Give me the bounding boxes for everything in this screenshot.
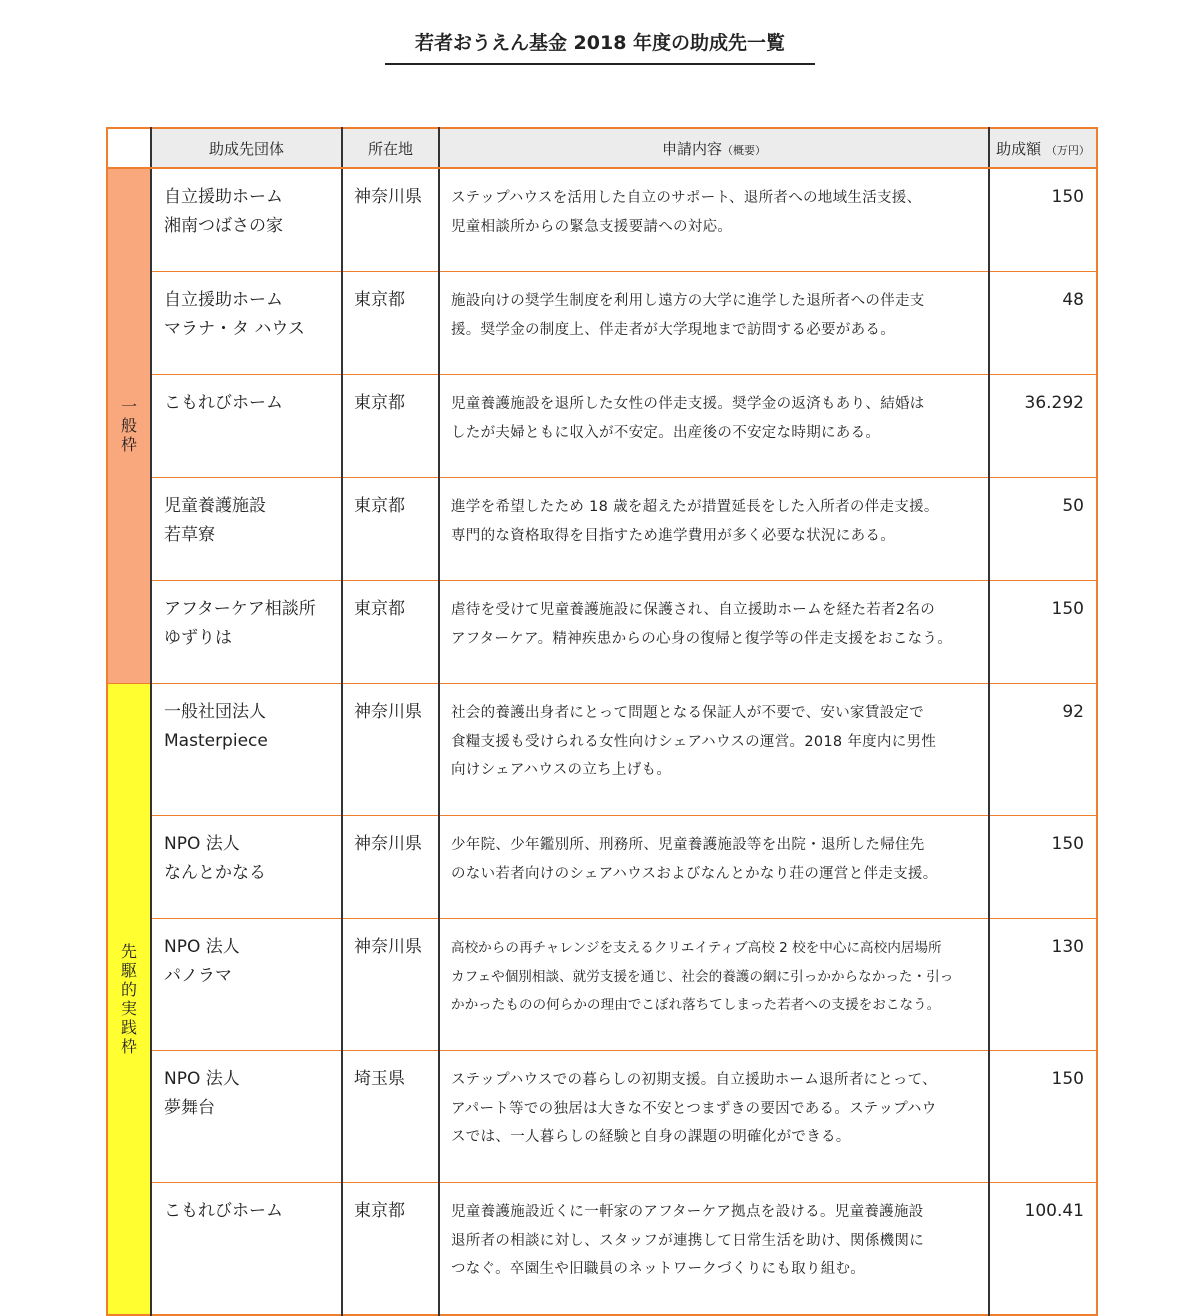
org-cell bbox=[151, 684, 342, 816]
table-row bbox=[107, 1183, 1097, 1316]
org-cell bbox=[151, 375, 342, 478]
org-cell bbox=[151, 272, 342, 375]
org-type: 自立援助ホーム bbox=[164, 290, 283, 310]
description-line: ステップハウスを活用した自立のサポート、退所者への地域生活支援、 bbox=[451, 190, 922, 206]
header-description-note: （概要） bbox=[722, 143, 766, 157]
location-cell: 東京都 bbox=[342, 478, 439, 581]
amount-cell: 150 bbox=[989, 581, 1097, 684]
header-description-label: 申請内容 bbox=[661, 139, 722, 158]
description-line: ステップハウスでの暮らしの初期支援。自立援助ホーム退所者にとって、 bbox=[451, 1072, 937, 1088]
org-name: 湘南つばさの家 bbox=[164, 216, 283, 236]
header-amount-unit: （万円） bbox=[1045, 143, 1090, 157]
org-cell bbox=[151, 478, 342, 581]
description-line: カフェや個別相談、就労支援を通じ、社会的養護の網に引っかからなかった・引っ bbox=[451, 968, 954, 985]
location-cell: 東京都 bbox=[342, 272, 439, 375]
amount-cell: 50 bbox=[989, 478, 1097, 581]
description-cell bbox=[439, 375, 989, 478]
description-line: かかったものの何らかの理由でこぼれ落ちてしまった若者への支援をおこなう。 bbox=[451, 997, 941, 1013]
amount-cell: 150 bbox=[989, 816, 1097, 919]
table-row bbox=[107, 816, 1097, 919]
amount-cell: 36.292 bbox=[989, 375, 1097, 478]
description-line: したが夫婦ともに収入が不安定。出産後の不安定な時期にある。 bbox=[451, 424, 881, 441]
description-line: 児童相談所からの緊急支援要請への対応。 bbox=[451, 218, 733, 235]
location-cell: 埼玉県 bbox=[342, 1051, 439, 1183]
location-cell: 神奈川県 bbox=[342, 684, 439, 816]
header-amount-label: 助成額 bbox=[996, 139, 1042, 158]
amount-cell: 92 bbox=[989, 684, 1097, 816]
description-line: 施設向けの奨学生制度を利用し遠方の大学に進学した退所者への伴走支 bbox=[451, 293, 925, 309]
location-cell: 神奈川県 bbox=[342, 816, 439, 919]
amount-cell: 130 bbox=[989, 919, 1097, 1051]
description-cell bbox=[439, 1183, 989, 1316]
table-header-row bbox=[107, 128, 1097, 168]
table-row bbox=[107, 684, 1097, 816]
location-cell: 東京都 bbox=[342, 581, 439, 684]
description-line: アフターケア。精神疾患からの心身の復帰と復学等の伴走支援をおこなう。 bbox=[451, 630, 953, 647]
description-cell bbox=[439, 272, 989, 375]
amount-cell: 48 bbox=[989, 272, 1097, 375]
description-cell bbox=[439, 1051, 989, 1183]
description-line: 児童養護施設を退所した女性の伴走支援。奨学金の返済もあり、結婚は bbox=[451, 396, 925, 412]
description-line: 退所者の相談に対し、スタッフが連携して日常生活を助け、関係機関に bbox=[451, 1232, 925, 1249]
table-row bbox=[107, 375, 1097, 478]
header-amount bbox=[989, 128, 1097, 168]
org-cell bbox=[151, 1051, 342, 1183]
description-line: 進学を希望したため 18 歳を超えたが措置延長をした入所者の伴走支援。 bbox=[451, 499, 939, 515]
org-name: なんとかなる bbox=[164, 863, 266, 883]
org-name: 夢舞台 bbox=[164, 1098, 215, 1118]
description-cell bbox=[439, 919, 989, 1051]
table-row bbox=[107, 1051, 1097, 1183]
org-type: NPO 法人 bbox=[164, 937, 240, 957]
org-cell bbox=[151, 581, 342, 684]
amount-cell: 150 bbox=[989, 1051, 1097, 1183]
table-row bbox=[107, 272, 1097, 375]
category-pioneer bbox=[107, 684, 151, 1316]
org-type: こもれびホーム bbox=[164, 1201, 283, 1221]
org-name: ゆずりは bbox=[164, 628, 232, 648]
description-cell bbox=[439, 478, 989, 581]
description-line: のない若者向けのシェアハウスおよびなんとかなり荘の運営と伴走支援。 bbox=[451, 865, 938, 882]
description-line: スでは、一人暮らしの経験と自身の課題の明確化ができる。 bbox=[451, 1129, 851, 1145]
description-cell bbox=[439, 581, 989, 684]
org-type: NPO 法人 bbox=[164, 1069, 240, 1089]
table-row bbox=[107, 581, 1097, 684]
org-type: 児童養護施設 bbox=[164, 496, 266, 516]
org-type: こもれびホーム bbox=[164, 393, 283, 413]
header-description bbox=[439, 128, 989, 168]
grants-table bbox=[106, 127, 1098, 1316]
description-line: 児童養護施設近くに一軒家のアフターケア拠点を設ける。児童養護施設 bbox=[451, 1204, 924, 1220]
description-line: つなぐ。卒園生や旧職員のネットワークづくりにも取り組む。 bbox=[451, 1261, 866, 1277]
location-cell: 東京都 bbox=[342, 375, 439, 478]
table-row bbox=[107, 478, 1097, 581]
org-name: パノラマ bbox=[164, 966, 232, 986]
location-cell: 神奈川県 bbox=[342, 919, 439, 1051]
header-org: 助成先団体 bbox=[151, 128, 342, 168]
org-cell bbox=[151, 919, 342, 1051]
description-line: 社会的養護出身者にとって問題となる保証人が不要で、安い家賃設定で bbox=[451, 705, 925, 721]
location-cell: 東京都 bbox=[342, 1183, 439, 1316]
org-name: マラナ・タ ハウス bbox=[164, 319, 305, 339]
org-cell bbox=[151, 816, 342, 919]
header-location: 所在地 bbox=[342, 128, 439, 168]
org-name: 若草寮 bbox=[164, 525, 215, 545]
description-line: 向けシェアハウスの立ち上げも。 bbox=[451, 762, 672, 778]
header-corner bbox=[107, 128, 151, 168]
description-cell bbox=[439, 168, 989, 272]
org-type: NPO 法人 bbox=[164, 834, 240, 854]
org-type: 一般社団法人 bbox=[164, 702, 266, 722]
org-name: Masterpiece bbox=[164, 731, 268, 751]
location-cell: 神奈川県 bbox=[342, 168, 439, 272]
description-line: 虐待を受けて児童養護施設に保護され、自立援助ホームを経た若者2名の bbox=[451, 602, 935, 618]
category-general-label: 一般枠 bbox=[120, 397, 137, 454]
amount-cell: 150 bbox=[989, 168, 1097, 272]
description-cell bbox=[439, 684, 989, 816]
description-cell bbox=[439, 816, 989, 919]
org-cell bbox=[151, 1183, 342, 1316]
org-type: アフターケア相談所 bbox=[164, 599, 316, 619]
description-line: 援。奨学金の制度上、伴走者が大学現地まで訪問する必要がある。 bbox=[451, 321, 895, 338]
table-row bbox=[107, 919, 1097, 1051]
category-general bbox=[107, 168, 151, 684]
table-row bbox=[107, 168, 1097, 272]
amount-cell: 100.41 bbox=[989, 1183, 1097, 1316]
description-line: 高校からの再チャレンジを支えるクリエイティブ高校 2 校を中心に高校内居場所 bbox=[451, 940, 942, 956]
description-line: アパート等での独居は大きな不安とつまずきの要因である。ステップハウ bbox=[451, 1100, 937, 1117]
page-title: 若者おうえん基金 2018 年度の助成先一覧 bbox=[385, 28, 815, 65]
description-line: 専門的な資格取得を目指すため進学費用が多く必要な状況にある。 bbox=[451, 527, 895, 544]
org-cell bbox=[151, 168, 342, 272]
description-line: 少年院、少年鑑別所、刑務所、児童養護施設等を出院・退所した帰住先 bbox=[451, 837, 925, 853]
description-line: 食糧支援も受けられる女性向けシェアハウスの運営。2018 年度内に男性 bbox=[451, 733, 937, 750]
category-pioneer-label: 先駆的実践枠 bbox=[120, 941, 137, 1056]
org-type: 自立援助ホーム bbox=[164, 187, 283, 207]
